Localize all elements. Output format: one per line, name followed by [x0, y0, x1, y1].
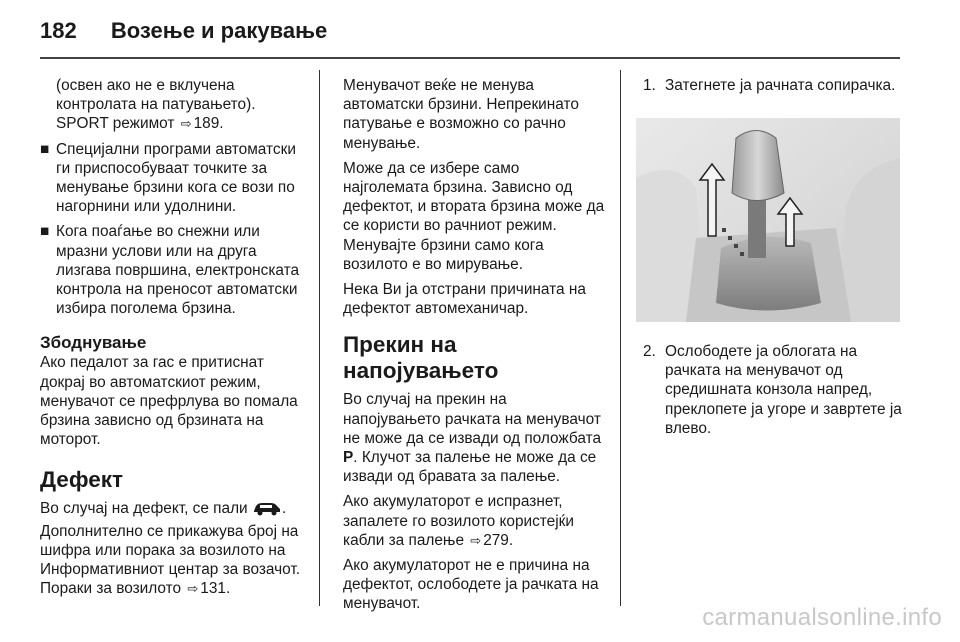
paragraph-mechanic: Нека Ви ја отстрани причината на дефектот автомеханичар.	[343, 281, 586, 318]
page-ref-link[interactable]: 279.	[483, 531, 514, 549]
heading-kickdown: Збоднување	[40, 333, 147, 353]
column-divider-1	[319, 70, 320, 606]
paragraph-release-lever: Ако акумулаторот не е причина на дефектот, ослободете ја рачката на менувачот.	[343, 557, 599, 613]
column-3-continued	[643, 342, 905, 444]
bullet-item: ■ Специјални програми автоматски ги приспособуваат точките за менување брзини кога се вози по нагорнини или удолнини.	[40, 140, 296, 216]
heading-power-interruption: Прекин на напојувањето	[343, 332, 499, 384]
car-fault-icon	[252, 500, 282, 521]
page-ref-icon: ⇨	[187, 581, 199, 597]
heading-fault: Дефект	[40, 467, 124, 493]
column-3	[643, 76, 905, 101]
bullet-icon: ■	[40, 223, 50, 241]
paragraph-highest-gear: Може да се избере само најголемата брзина. Зависно од дефектот, и втората брзина може да се користи во рачниот режим. Менувајте брзини само кога возилото е во мирување.	[343, 159, 605, 273]
paragraph-sport-mode: (освен ако не е вклучена контролата на патувањето). SPORT режимот ⇨ 189.	[56, 77, 256, 133]
paragraph-kickdown: Ако педалот за гас е притиснат докрај во автоматскиот режим, менувачот се префрлува во помала брзина зависно од брзината на моторот.	[40, 354, 298, 449]
page-number: 182	[40, 18, 77, 43]
column-2	[343, 76, 607, 620]
paragraph-power-interruption: Во случај на прекин на напојувањето рачката на менувачот не може да се извади од положбата P. Клучот за палење не може да се извади од бравата за палење.	[343, 391, 602, 486]
watermark: carmanualsonline.info	[702, 604, 942, 631]
gear-lever-illustration	[636, 118, 900, 322]
paragraph-battery-discharged: Ако акумулаторот е испразнет, запалете го возилото користејќи кабли за палење ⇨ 279.	[343, 493, 574, 549]
park-position-label: P	[343, 449, 354, 467]
page-ref-link[interactable]: 131.	[200, 580, 231, 598]
page-ref-link[interactable]: 189.	[193, 115, 224, 133]
column-divider-2	[620, 70, 621, 606]
page-ref-icon: ⇨	[470, 532, 482, 548]
page-header	[40, 18, 327, 44]
step-item: 2. Ослободете ја облогата на рачката на менувачот од средишната конзола напред, преклопете ја угоре и завртете ја влево.	[643, 343, 902, 437]
step-item: 1. Затегнете ја рачната сопирачка.	[643, 77, 896, 94]
paragraph-fault: Во случај на дефект, се пали . Дополнително се прикажува број на шифра или порака за возилото на Информативниот центар за возачот. Пораки за возилото ⇨ 131.	[40, 500, 301, 598]
page-title: Возење и ракување	[110, 18, 328, 43]
bullet-item: ■ Кога поаѓање во снежни или мразни услови или на друга лизгава површина, електронската контрола на преносот автоматски избира поголема брзина.	[40, 223, 300, 318]
bullet-icon: ■	[40, 140, 50, 158]
column-1	[40, 76, 308, 604]
page-ref-icon: ⇨	[180, 116, 192, 132]
paragraph-no-shift: Менувачот веќе не менува автоматски брзини. Непрекинато патување е возможно со рачно менување.	[343, 77, 579, 152]
header-rule	[40, 57, 900, 59]
